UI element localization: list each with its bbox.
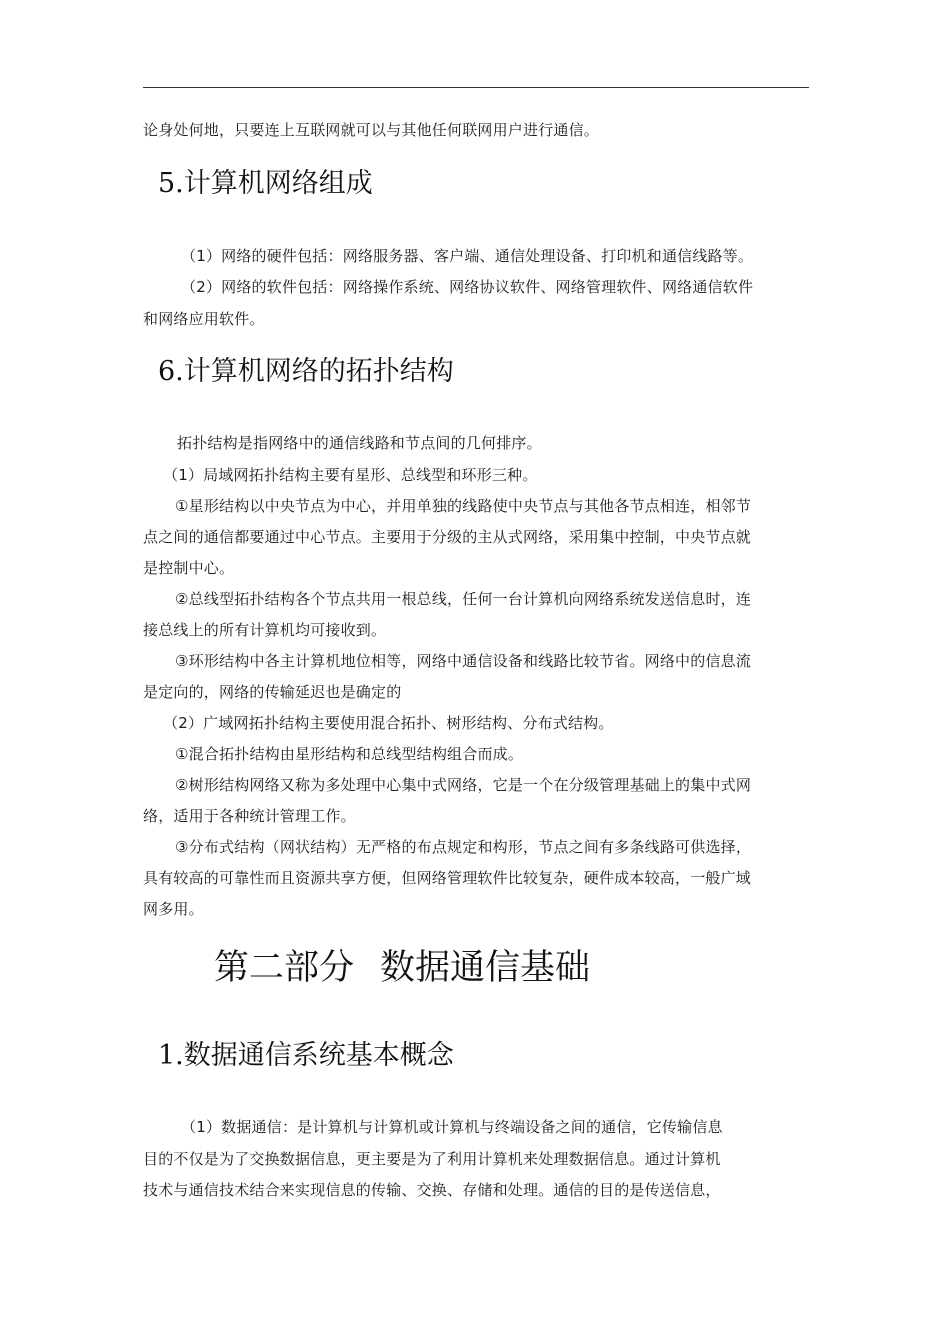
tree-line2: 络，适用于各种统计管理工作。 (143, 807, 356, 825)
data-comm-line2: 目的不仅是为了交换数据信息，更主要是为了利用计算机来处理数据信息。通过计算机 (143, 1150, 721, 1168)
distributed-line2: 具有较高的可靠性而且资源共享方便，但网络管理软件比较复杂，硬件成本较高，一般广域 (143, 869, 752, 887)
lan-topology-title: （1）局域网拓扑结构主要有星形、总线型和环形三种。 (163, 466, 538, 484)
star-line2: 点之间的通信都要通过中心节点。主要用于分级的主从式网络，采用集中控制，中央节点就 (143, 528, 752, 546)
data-comm-line3: 技术与通信技术结合来实现信息的传输、交换、存储和处理。通信的目的是传送信息， (143, 1181, 721, 1199)
section6-heading: 6.计算机网络的拓扑结构 (158, 356, 454, 387)
section5-heading: 5.计算机网络组成 (158, 168, 373, 199)
header-rule (143, 87, 809, 88)
distributed-line3: 网多用。 (143, 900, 204, 918)
bus-line1: ②总线型拓扑结构各个节点共用一根总线，任何一台计算机向网络系统发送信息时，连 (175, 590, 752, 608)
part2-title-subject: 数据通信基础 (380, 948, 591, 988)
bus-line2: 接总线上的所有计算机均可接收到。 (143, 621, 387, 639)
intro-line: 论身处何地，只要连上互联网就可以与其他任何联网用户进行通信。 (143, 121, 600, 139)
tree-line1: ②树形结构网络又称为多处理中心集中式网络，它是一个在分级管理基础上的集中式网 (175, 776, 752, 794)
part2-title-label: 第二部分 (214, 948, 355, 988)
ring-line1: ③环形结构中各主计算机地位相等，网络中通信设备和线路比较节省。网络中的信息流 (175, 652, 752, 670)
star-line3: 是控制中心。 (143, 559, 235, 577)
part2-title (214, 946, 590, 990)
star-line1: ①星形结构以中央节点为中心，并用单独的线路使中央节点与其他各节点相连，相邻节 (175, 497, 752, 515)
wan-topology-title: （2）广域网拓扑结构主要使用混合拓扑、树形结构、分布式结构。 (163, 714, 614, 732)
ring-line2: 是定向的，网络的传输延迟也是确定的 (143, 683, 402, 701)
section5-item2-line2: 和网络应用软件。 (143, 310, 265, 328)
section1-heading: 1.数据通信系统基本概念 (158, 1040, 454, 1071)
data-comm-line1: （1）数据通信：是计算机与计算机或计算机与终端设备之间的通信，它传输信息 (181, 1118, 723, 1136)
topology-definition: 拓扑结构是指网络中的通信线路和节点间的几何排序。 (177, 434, 542, 452)
section5-item2-line1: （2）网络的软件包括：网络操作系统、网络协议软件、网络管理软件、网络通信软件 (181, 278, 754, 296)
hybrid-line1: ①混合拓扑结构由星形结构和总线型结构组合而成。 (175, 745, 524, 763)
distributed-line1: ③分布式结构（网状结构）无严格的布点规定和构形，节点之间有多条线路可供选择， (175, 838, 752, 856)
section5-item1: （1）网络的硬件包括：网络服务器、客户端、通信处理设备、打印机和通信线路等。 (181, 247, 754, 265)
